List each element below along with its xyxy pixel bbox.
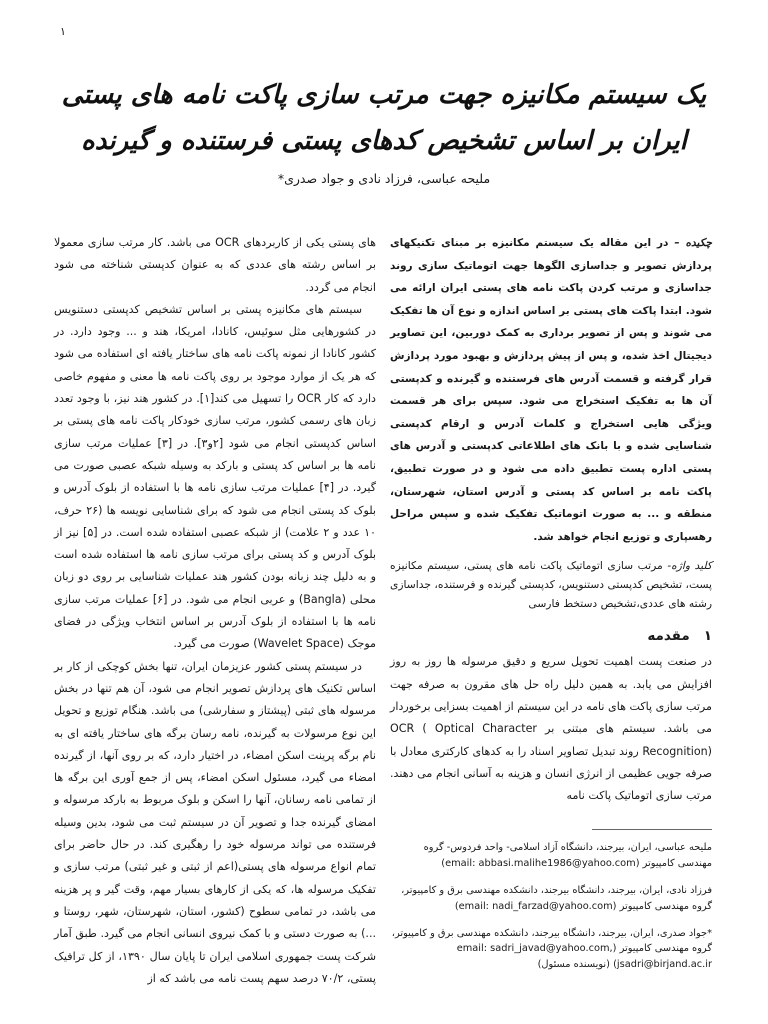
abstract-label: چکیده – [674,237,712,249]
section-title: مقدمه [647,628,690,645]
section-heading [390,625,712,647]
footnote-author-3: *جواد صدری، ایران، بیرجند، دانشگاه بیرجند، دانشکده مهندسی برق و کامپیوتر، گروه مهندسی کامپیوتر (email: sadri_javad@yahoo.com, jsadri@birjand.ac.ir) (نویسنده مسئول) [391,928,712,970]
footnote-author-2: فرزاد نادی، ایران، بیرجند، دانشگاه بیرجند، دانشکده مهندسی برق و کامپیوتر، گروه مهندسی کامپیوتر (email: nadi_farzad@yahoo.com) [401,885,712,912]
footnote-author-1: ملیحه عباسی، ایران، بیرجند، دانشگاه آزاد اسلامی- واحد فردوس- گروه مهندسی کامپیوتر (email: abbasi.malihe1986@yahoo.com) [423,842,712,869]
author-list: ملیحه عباسی، فرزاد نادی و جواد صدری* [277,171,491,186]
keywords [390,556,712,613]
abstract [390,232,712,548]
footnote-divider [592,829,712,830]
intro-paragraph-2: سیستم های مکانیزه پستی بر اساس تشخیص کدپستی دستنویس در کشورهایی مثل سوئیس، کانادا، امریکا، هند و ... وجود دارد. در کشور کانادا از نمونه پاکت نامه های ساختار یافته ای استفاده می شود که هر یک از موارد موجود بر روی پاکت نامه ها معنی و مفهوم خاصی دارد که کار OCR را تسهیل می کند[۱]. در کشور هند نیز، با وجود تعدد زبان های رسمی کشور، مرتب سازی خودکار پاکت نامه های پستی بر اساس کدپستی انجام می شود [۲و۳]. در [۳] عملیات مرتب سازی نامه ها بر اساس کد پستی و بارکد به وسیله شبکه عصبی صورت می گیرد. در [۴] عملیات مرتب سازی نامه ها با استفاده از بلوک آدرس و بلوک کد پستی انجام می شود که برای شناسایی نویسه ها (۲۶ حرف، ۱۰ عدد و ۲ علامت) از شبکه عصبی استفاده شده است. در [۵] نیز از بلوک آدرس و کد پستی برای مرتب سازی نامه ها استفاده شده است و به دلیل چند زبانه بودن کشور هند عملیات شناسایی بر روی دو زبان محلی (Bangla) و عربی انجام می شود. در [۶] عملیات مرتب سازی نامه ها با استفاده از بلوک آدرس بر اساس انتخاب ویژگی در فضای موجک (Wavelet Space) صورت می گیرد. [54,302,376,651]
section-number: ۱ [703,628,712,645]
left-column [54,232,376,990]
keywords-label: کلید واژه- [667,559,713,573]
paper-title: یک سیستم مکانیزه جهت مرتب سازی پاکت نامه های پستی ایران بر اساس تشخیص کدهای پستی فرستنده و گیرنده [61,80,707,156]
right-column [390,232,712,984]
intro-paragraph-1: در صنعت پست اهمیت تحویل سریع و دقیق مرسوله ها روز به روز افزایش می یابد. به همین دلیل راه حل های مقرون به صرفه جهت مرتب سازی پاکت های نامه در این سیستم از اهمیت بسزایی برخوردار می باشد. سیستم های مبتنی بر OCR ( Optical Character Recognition) روند تبدیل تصاویر اسناد را به کدهای کارکتری معادل با صرفه جویی عظیمی از انرژی انسان و هزینه به آسانی انجام می دهند. مرتب سازی اتوماتیک پاکت نامه [390,655,712,803]
page-number: ۱ [60,25,66,38]
abstract-text: در این مقاله یک سیستم مکانیزه بر مبنای تکنیکهای پردازش تصویر و جداسازی الگوها جهت اتوماتیک سازی روند جداسازی و مرتب کردن پاکت نامه های پستی ایران ارائه می شود. ابتدا پاکت های پستی بر اساس اندازه و نوع آن ها تفکیک می شوند و پس از تصویر برداری به کمک دوربین، این تصاویر دیجیتال اخذ شده، و پس از پیش پردازش و بهبود مورد پردازش قرار گرفته و قسمت آدرس های فرستنده و گیرنده و کدپستی آن ها به تفکیک استخراج می شود. سپس برای هر قسمت ویژگی هایی استخراج و کلمات آدرس و ارقام کدپستی شناسایی شده و با بانک های اطلاعاتی کدپستی و آدرس های پستی اداره پست تطبیق داده می شود و در صورت تطبیق، پاکت نامه بر اساس کد پستی و آدرس استان، شهرستان، منطقه و ... به صورت اتوماتیک تفکیک شده و سپس مراحل رهسپاری و توزیع انجام خواهد شد. [390,237,712,543]
intro-paragraph-3: در سیستم پستی کشور عزیزمان ایران، تنها بخش کوچکی از کار بر اساس تکنیک های پردازش تصویر انجام می شود، آن هم تنها در بخش مرسوله های ثبتی (پیشتاز و سفارشی) می باشد. هنگام توزیع و تحویل این نوع مرسولات به گیرنده، نامه رسان برگه های ساختار یافته ای به نام برگه پرینت اسکن امضاء، در اختیار دارد، که بر روی آنها، از گیرنده امضاء می گیرد، مسئول اسکن امضاء، پس از جمع آوری این برگه ها از تمامی نامه رسانان، آنها را اسکن و بلوک مربوط به بارکد مرسوله و امضای گیرنده جدا و تصویر آن در سیستم ثبت می شود، بدین وسیله فرستنده می تواند مرسوله خود را رهگیری کند. در حال حاضر برای تمام انواع مرسوله های پستی(اعم از ثبتی و غیر ثبتی) مرتب سازی و تفکیک مرسوله ها، که یکی از کارهای بسیار مهم، وقت گیر و پر هزینه می باشد، در تمامی سطوح (کشور، استان، شهرستان، شهر، روستا و ...) به صورت دستی و با کمک نیروی انسانی انجام می گیرد. طبق آمار شرکت پست جمهوری اسلامی ایران تا پایان سال ۱۳۹۰، از کل ترافیک پستی، ۷۰/۲ درصد سهم پست نامه می باشد که از [54,659,376,985]
intro-paragraph-1-continued: های پستی یکی از کاربردهای OCR می باشد. کار مرتب سازی معمولا بر اساس رشته های عددی که به عنوان کدپستی شناخته می شود انجام می گردد. [54,236,376,294]
keywords-text: مرتب سازی اتوماتیک پاکت نامه های پستی، سیستم مکانیزه پست، تشخیص کدپستی دستنویس، کدپستی گیرنده و فرستنده، جداسازی رشته های عددی،تشخیص دستخط فارسی [390,559,712,611]
